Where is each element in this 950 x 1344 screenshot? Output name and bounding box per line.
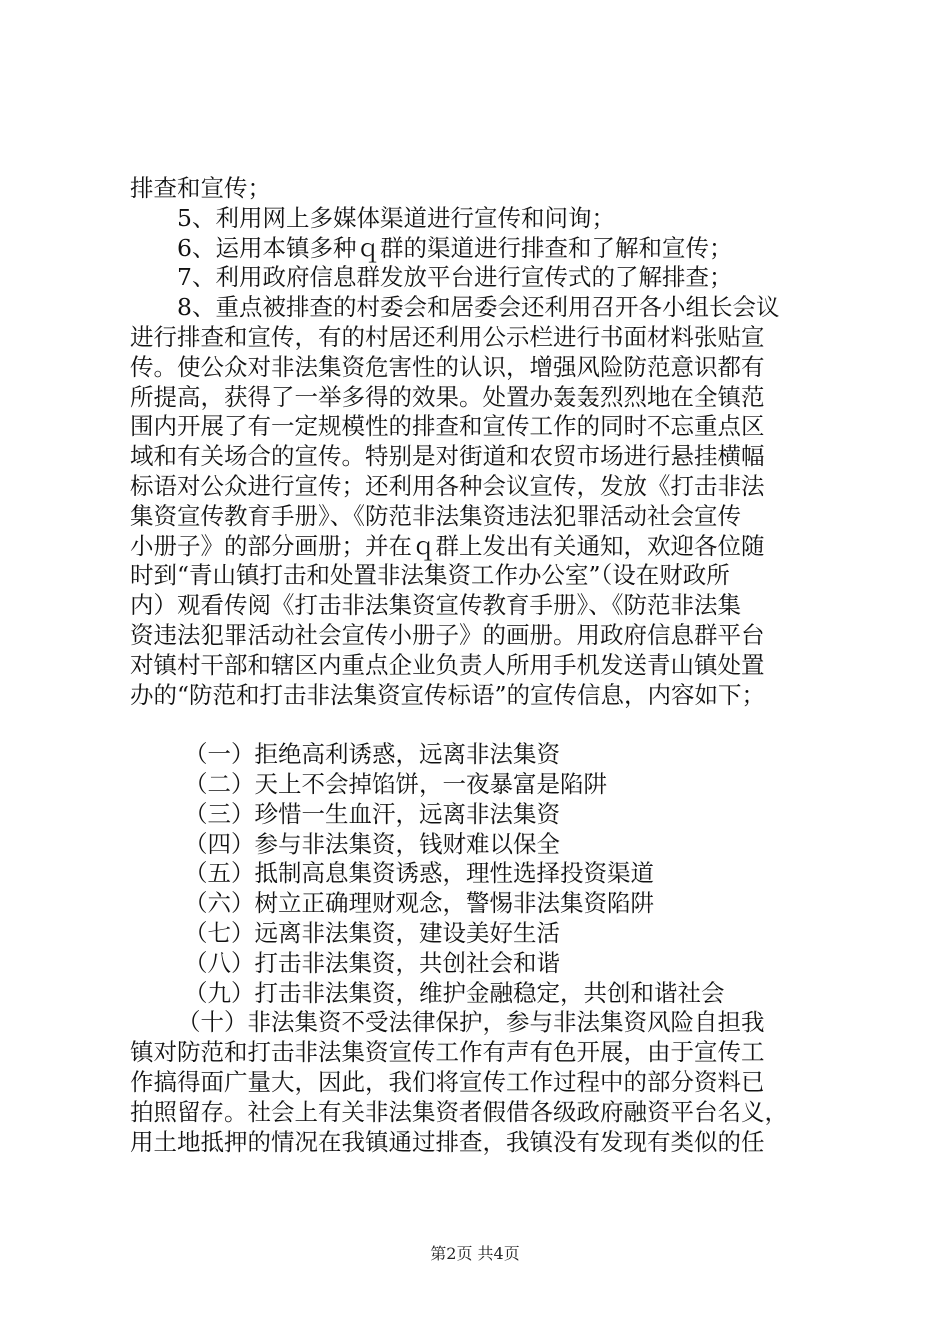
text-line: 内）观看传阅《打击非法集资宣传教育手册》、《防范非法集 (130, 591, 741, 620)
page-footer: 第2页 共4页 (430, 1244, 520, 1263)
text-line: 7、利用政府信息群发放平台进行宣传式的了解排查； (177, 263, 733, 292)
slogan-list-item: （七）远离非法集资，建设美好生活 (184, 918, 560, 947)
slogan-list-item: （五）抵制高息集资诱惑，理性选择投资渠道 (184, 859, 654, 888)
text-line: 集资宣传教育手册》、《防范非法集资违法犯罪活动社会宣传 (130, 501, 741, 530)
slogan-list-item: （六）树立正确理财观念，警惕非法集资陷阱 (184, 889, 654, 918)
paragraph-gap (130, 710, 830, 740)
slogan-list-item: （四）参与非法集资，钱财难以保全 (184, 829, 560, 858)
text-line: 镇对防范和打击非法集资宣传工作有声有色开展，由于宣传工 (130, 1038, 765, 1067)
text-line: 拍照留存。社会上有关非法集资者假借各级政府融资平台名义， (130, 1097, 788, 1126)
document-body (130, 174, 830, 1157)
text-line: 传。使公众对非法集资危害性的认识，增强风险防范意识都有 (130, 352, 765, 381)
slogan-list-item: （九）打击非法集资，维护金融稳定，共创和谐社会 (184, 978, 725, 1007)
text-line: 小册子》的部分画册；并在ｑ群上发出有关通知，欢迎各位随 (130, 531, 765, 560)
text-line: 域和有关场合的宣传。特别是对街道和农贸市场进行悬挂横幅 (130, 442, 765, 471)
slogan-list-item: （三）珍惜一生血汗，远离非法集资 (184, 799, 560, 828)
text-line: 5、利用网上多媒体渠道进行宣传和问询； (177, 203, 615, 232)
text-line: 用土地抵押的情况在我镇通过排查，我镇没有发现有类似的任 (130, 1127, 765, 1156)
text-line: 作搞得面广量大，因此，我们将宣传工作过程中的部分资料已 (130, 1067, 765, 1096)
text-line: （十）非法集资不受法律保护，参与非法集资风险自担我 (177, 1008, 765, 1037)
text-line: 所提高，获得了一举多得的效果。处置办轰轰烈烈地在全镇范 (130, 382, 765, 411)
text-line: 进行排查和宣传，有的村居还利用公示栏进行书面材料张贴宣 (130, 322, 765, 351)
text-line: 对镇村干部和辖区内重点企业负责人所用手机发送青山镇处置 (130, 650, 765, 679)
slogan-list-item: （二）天上不会掉馅饼，一夜暴富是陷阱 (184, 769, 607, 798)
text-line: 8、重点被排查的村委会和居委会还利用召开各小组长会议 (177, 293, 780, 322)
text-line: 资违法犯罪活动社会宣传小册子》的画册。用政府信息群平台 (130, 620, 765, 649)
text-line: 办的“防范和打击非法集资宣传标语”的宣传信息，内容如下； (130, 680, 766, 709)
text-line: 标语对公众进行宣传；还利用各种会议宣传，发放《打击非法 (130, 471, 765, 500)
text-line: 6、运用本镇多种ｑ群的渠道进行排查和了解和宣传； (177, 233, 733, 262)
text-line: 围内开展了有一定规模性的排查和宣传工作的同时不忘重点区 (130, 412, 765, 441)
text-line: 排查和宣传； (130, 174, 271, 202)
text-line: 时到“青山镇打击和处置非法集资工作办公室”（设在财政所 (130, 561, 730, 590)
slogan-list-item: （一）拒绝高利诱惑，远离非法集资 (184, 740, 560, 769)
slogan-list-item: （八）打击非法集资，共创社会和谐 (184, 948, 560, 977)
